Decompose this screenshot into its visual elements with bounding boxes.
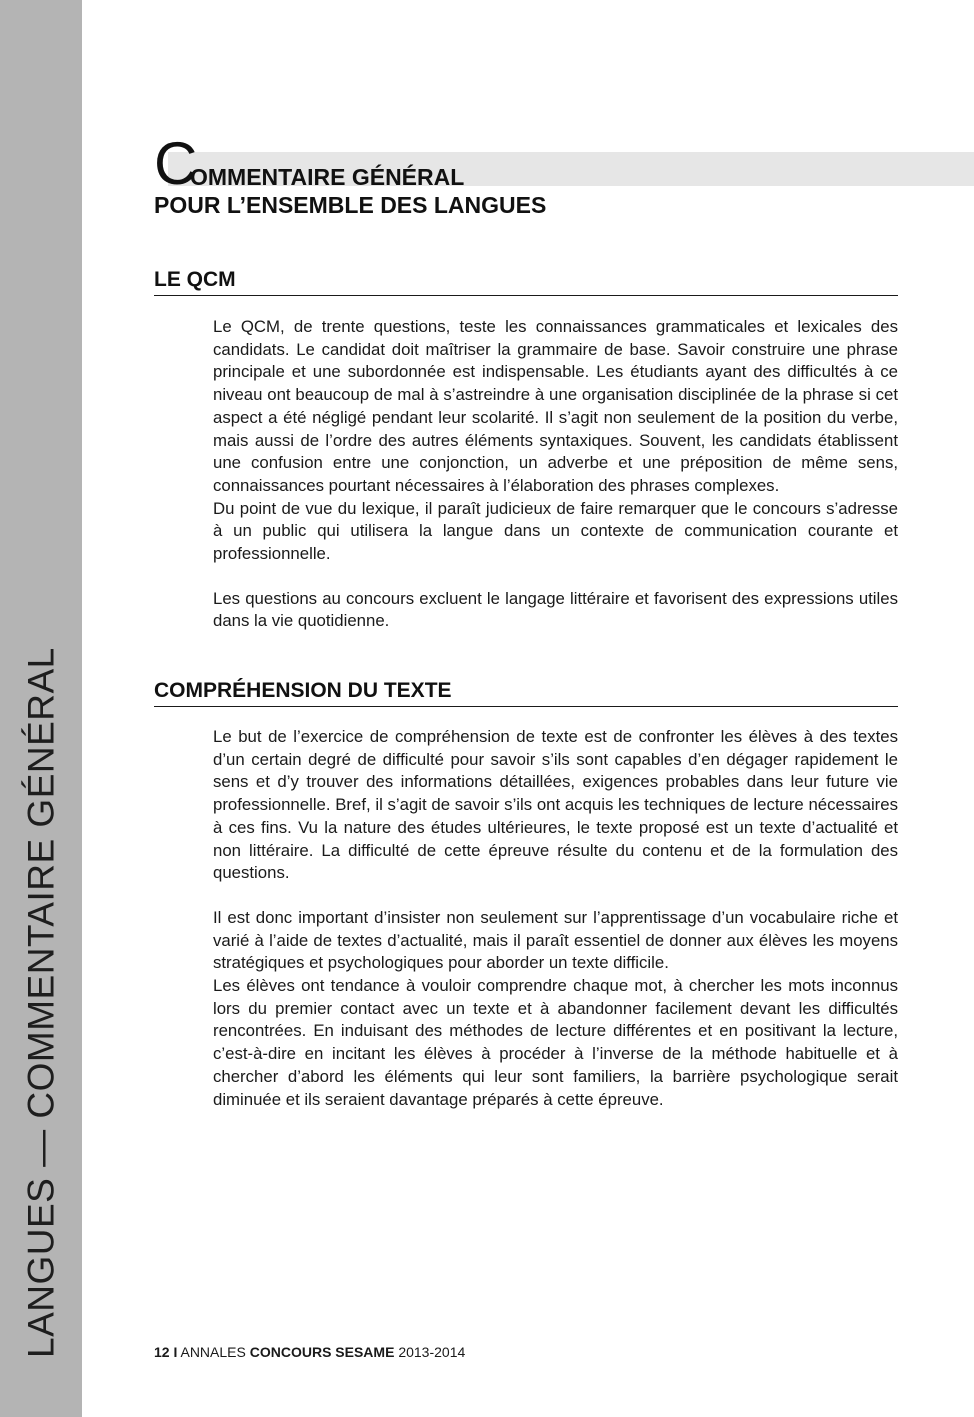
- sidebar-band: [0, 0, 82, 1417]
- footer-annales: ANNALES: [180, 1344, 246, 1360]
- page-number: 12: [154, 1344, 170, 1360]
- footer-separator: I: [173, 1344, 178, 1360]
- page-footer: [154, 1345, 465, 1359]
- paragraph: Le QCM, de trente questions, teste les connaissances grammaticales et lexicales des candidats. Le candidat doit maîtriser la grammaire de base. Savoir construire une phrase principale et une subordonnée est indispensable. Les étudiants ayant des difficultés à ce niveau ont beaucoup de mal à s’astreindre à une organisation disciplinée de la phrase si cet aspect a été négligé pendant leur scolarité. Il s’agit non seulement de la position du verbe, mais aussi de l’ordre des autres éléments syntaxiques. Souvent, les candidats établissent une confusion entre une conjonction, un adverbe et une préposition de même sens, connaissances pourtant nécessaires à l’élaboration des phrases complexes. Du point de vue du lexique, il paraît judicieux de faire remarquer que le concours s’adresse à un public qui utilisera la langue dans un contexte de communication courante et professionnelle.: [213, 317, 898, 564]
- section-body-qcm: [213, 316, 898, 633]
- footer-brand: CONCOURS SESAME: [249, 1344, 395, 1360]
- paragraph: Il est donc important d’insister non seulement sur l’apprentissage d’un vocabulaire riche et varié à l’aide de textes d’actualité, mais il paraît essentiel de donner aux élèves les moyens stratégiques et psychologiques pour aborder un texte difficile. Les élèves ont tendance à vouloir comprendre chaque mot, à chercher les mots inconnus lors du premier contact avec un texte et à abandonner facilement devant les difficultés rencontrées. En induisant des méthodes de lecture différentes et en positivant la lecture, c’est-à-dire en incitant les élèves à procéder à l’inverse de la méthode habituelle et à chercher d’abord les éléments qui leur sont familiers, la barrière psychologique serait diminuée et ils seraient davantage préparés à cette épreuve.: [213, 907, 898, 1109]
- paragraph: Le but de l’exercice de compréhension de texte est de confronter les élèves à des textes d’un certain degré de difficulté pour savoir s’ils sont capables d’en dégager rapidement le sens et d’y trouver des informations détaillées, exigences probables dans leur future vie professionnelle. Bref, il s’agit de savoir s’ils ont acquis les techniques de lecture nécessaires à ces fins. Vu la nature des études ultérieures, le texte proposé est un texte d’actualité et non littéraire. La difficulté de cette épreuve résulte du contenu et de la formulation des questions.: [213, 727, 898, 883]
- page-title-line-1: OMMENTAIRE GÉNÉRAL: [190, 164, 465, 190]
- sidebar-vertical-title: LANGUES — COMMENTAIRE GÉNÉRAL: [20, 647, 62, 1358]
- page-title-line-2: POUR L’ENSEMBLE DES LANGUES: [154, 192, 547, 218]
- section-heading-qcm: LE QCM: [154, 268, 898, 296]
- title-initial-letter: C: [154, 130, 198, 197]
- section-body-comprehension: [213, 726, 898, 1111]
- footer-years: 2013-2014: [398, 1344, 466, 1360]
- paragraph: Les questions au concours excluent le langage littéraire et favorisent des expressions utiles dans la vie quotidienne.: [213, 588, 898, 631]
- section-heading-comprehension: COMPRÉHENSION DU TEXTE: [154, 679, 898, 707]
